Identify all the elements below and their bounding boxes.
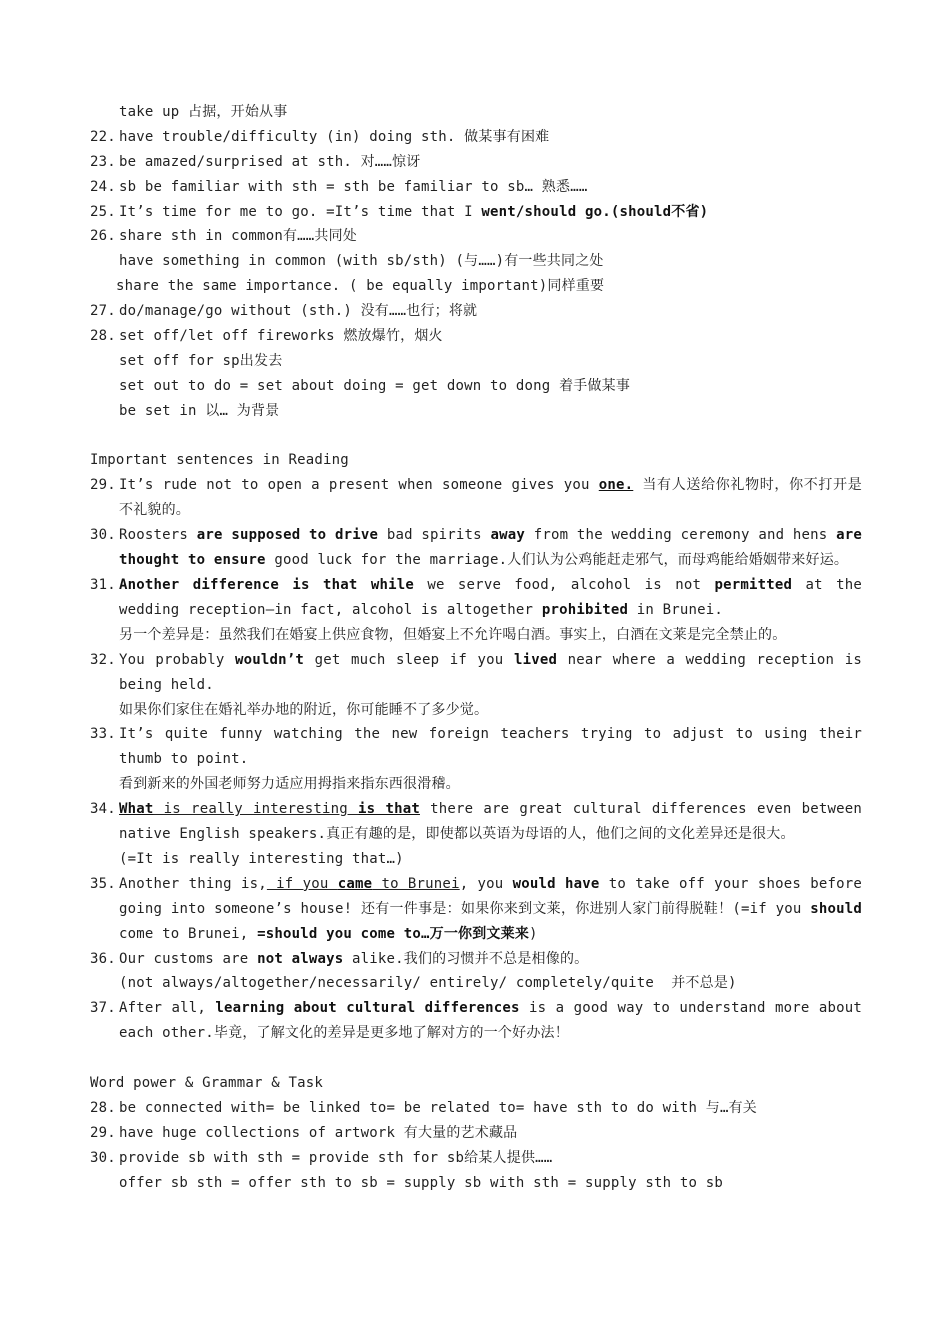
phrase-23: 23. be amazed/surprised at sth. 对……惊讶	[90, 153, 421, 170]
phrase-26: 26. share sth in common有……共同处	[90, 228, 358, 245]
word-power-29: 29. have huge collections of artwork 有大量的艺术藏品	[90, 1124, 518, 1141]
word-power-30-sub: offer sb sth = offer sth to sb = supply sb with sth = supply sth to sb	[119, 1174, 724, 1191]
sentence-32: 32. You probably wouldn’t get much sleep if you lived near where a wedding reception is being held. 如果你们家住在婚礼举办地的附近，你可能睡不了多少觉。	[90, 648, 862, 723]
phrase-22: 22. have trouble/difficulty (in) doing sth. 做某事有困难	[90, 128, 550, 145]
sentence-36: 36. Our customs are not always alike.我们的习惯并不总是相像的。 (not always/altogether/necessarily/ entirely/ completely/quite 并不总是)	[90, 950, 737, 992]
word-power-heading: Word power & Grammar & Task	[90, 1075, 323, 1092]
phrase-28-sub-3: be set in 以… 为背景	[119, 402, 280, 419]
phrase-24: 24. sb be familiar with sth = sth be familiar to sb… 熟悉……	[90, 178, 588, 195]
sentence-30: 30. Roosters are supposed to drive bad spirits away from the wedding ceremony and hens are thought to ensure good luck for the marriage.人们认为公鸡能赶走邪气，而母鸡能给婚姻带来好运。	[90, 527, 863, 569]
phrase-take-up: take up 占据，开始从事	[119, 104, 288, 120]
sentence-33-translation: 看到新来的外国老师努力适应用拇指来指东西很滑稽。	[119, 776, 460, 793]
phrase-26-sub-1: have something in common (with sb/sth) (与……)有一些共同之处	[119, 253, 604, 270]
phrase-26-sub-2: share the same importance. ( be equally important)同样重要	[116, 278, 605, 295]
document-page	[90, 100, 862, 1196]
phrase-28: 28. set off/let off fireworks 燃放爆竹，烟火	[90, 328, 443, 345]
phrase-28-sub-2: set out to do = set about doing = get down to dong 着手做某事	[119, 377, 631, 394]
phrase-28-sub-1: set off for sp出发去	[119, 352, 283, 369]
sentence-37: 37. After all, learning about cultural differences is a good way to understand more about each other.毕竟，了解文化的差异是更多地了解对方的一个好办法！	[90, 1000, 862, 1042]
sentence-31: 31. Another difference is that while we serve food, alcohol is not permitted at the wedding reception—in fact, alcohol is altogether prohibited in Brunei. 另一个差异是：虽然我们在婚宴上供应食物，但婚宴上不允许喝白酒。事实上，白酒在文莱是完全禁止的。	[90, 573, 862, 648]
sentence-34: 34. What is really interesting is that there are great cultural differences even between native English speakers.真正有趣的是，即使都以英语为母语的人，他们之间的文化差异还是很大。 (=It is really interesting that…)	[90, 801, 863, 867]
sentence-32-translation: 如果你们家住在婚礼举办地的附近，你可能睡不了多少觉。	[119, 701, 489, 718]
sentence-35: 35. Another thing is, if you came to Brunei, you would have to take off your shoes before going into someone’s house! 还有一件事是：如果你来到文莱，你进别人家门前得脱鞋！(=if you should come to Brunei, =should you come to…万一你到文莱来)	[90, 875, 862, 942]
phrase-27: 27. do/manage/go without (sth.) 没有……也行；将就	[90, 303, 478, 320]
word-power-28: 28. be connected with= be linked to= be related to= have sth to do with 与…有关	[90, 1099, 757, 1116]
reading-heading: Important sentences in Reading	[90, 452, 349, 469]
phrase-25: 25. It’s time for me to go. =It’s time that I went/should go.(should不省)	[90, 203, 709, 220]
word-power-30: 30. provide sb with sth = provide sth for sb给某人提供……	[90, 1149, 553, 1166]
sentence-33: 33. It’s quite funny watching the new foreign teachers trying to adjust to using their thumb to point. 看到新来的外国老师努力适应用拇指来指东西很滑稽。	[90, 722, 862, 797]
sentence-29: 29. It’s rude not to open a present when someone gives you one. 当有人送给你礼物时，你不打开是不礼貌的。	[90, 477, 862, 519]
sentence-31-translation: 另一个差异是：虽然我们在婚宴上供应食物，但婚宴上不允许喝白酒。事实上，白酒在文莱是完全禁止的。	[119, 626, 787, 643]
